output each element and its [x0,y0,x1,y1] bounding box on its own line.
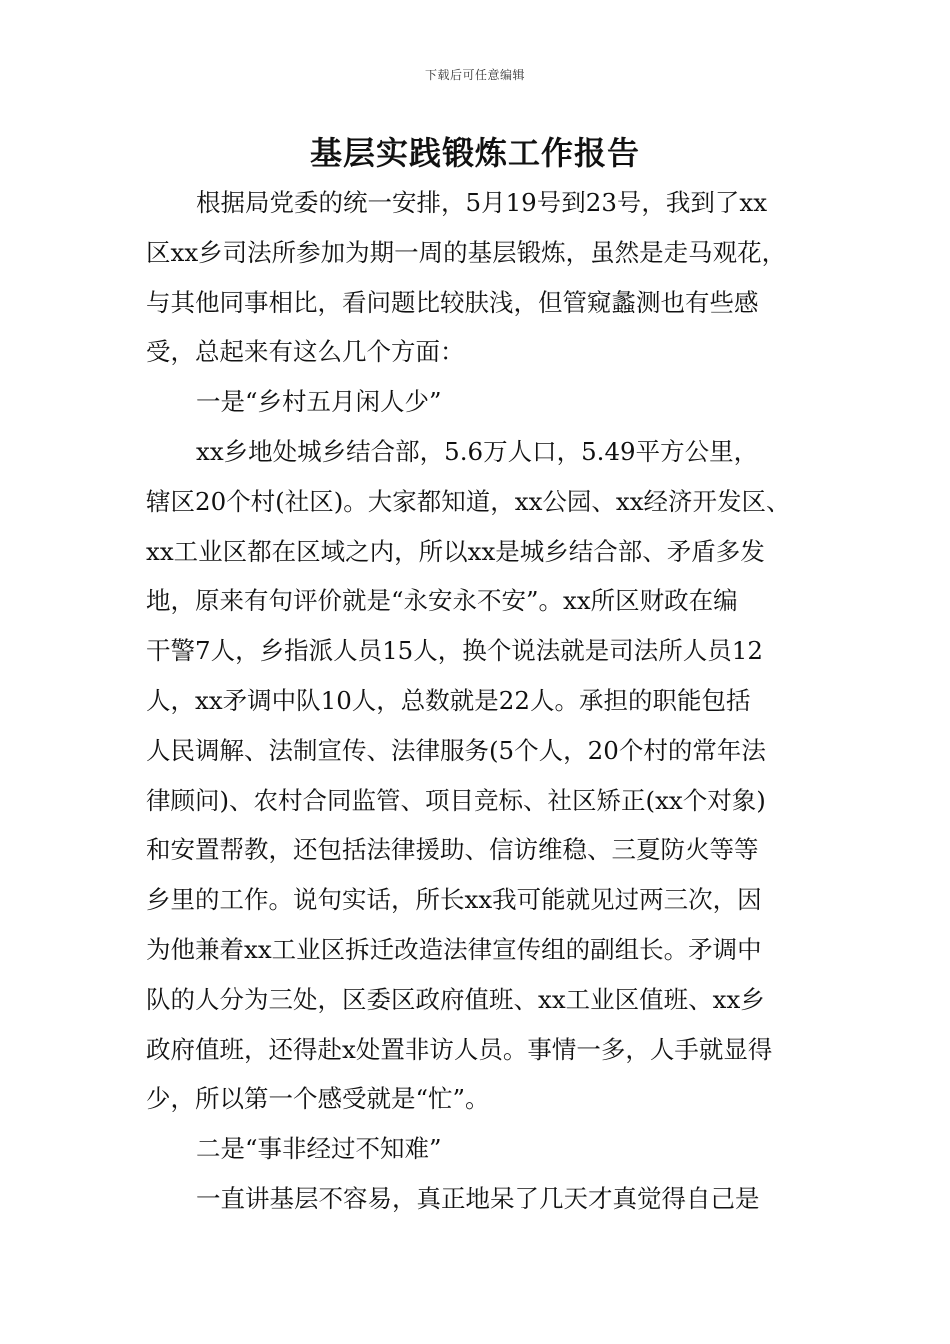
text-line: xx乡地处城乡结合部，5.6万人口，5.49平方公里， [196,436,759,466]
document-title: 基层实践锻炼工作报告 [309,134,640,172]
text-line: 根据局党委的统一安排，5月19号到23号，我到了xx [196,188,768,217]
text-line: 律顾问)、农村合同监管、项目竞标、社区矫正(xx个对象) [146,785,766,815]
text-line: 队的人分为三处，区委区政府值班、xx工业区值班、xx乡 [146,984,765,1014]
header-note: 下载后可任意编辑 [424,68,525,82]
text-line: 人，xx矛调中队10人，总数就是22人。承担的职能包括 [146,685,751,715]
text-line: 乡里的工作。说句实话，所长xx我可能就见过两三次，因 [146,885,762,915]
text-line: 二是“事非经过不知难” [196,1134,442,1164]
text-line: 一直讲基层不容易，真正地呆了几天才真觉得自己是 [196,1183,760,1213]
text-line: 为他兼着xx工业区拆迁改造法律宣传组的副组长。矛调中 [146,934,762,964]
text-line: 受，总起来有这么几个方面： [146,337,465,367]
text-line: 人民调解、法制宣传、法律服务(5个人，20个村的常年法 [146,735,766,765]
text-line: 一是“乡村五月闲人少” [196,387,442,417]
text-line: xx工业区都在区域之内，所以xx是城乡结合部、矛盾多发 [146,536,765,566]
body-text [146,178,814,1224]
text-line: 区xx乡司法所参加为期一周的基层锻炼，虽然是走马观花， [146,237,787,267]
text-line: 干警7人，乡指派人员15人，换个说法就是司法所人员12 [146,636,763,666]
text-line: 政府值班，还得赴x处置非访人员。事情一多，人手就显得 [146,1034,773,1064]
text-line: 与其他同事相比，看问题比较肤浅，但管窥蠡测也有些感 [146,287,759,317]
text-line: 辖区20个村(社区)。大家都知道，xx公园、xx经济开发区、 [146,486,791,516]
text-line: 和安置帮教，还包括法律援助、信访维稳、三夏防火等等 [146,835,759,865]
text-line: 地，原来有句评价就是“永安永不安”。xx所区财政在编 [146,586,738,616]
text-line: 少，所以第一个感受就是“忙”。 [146,1084,490,1114]
